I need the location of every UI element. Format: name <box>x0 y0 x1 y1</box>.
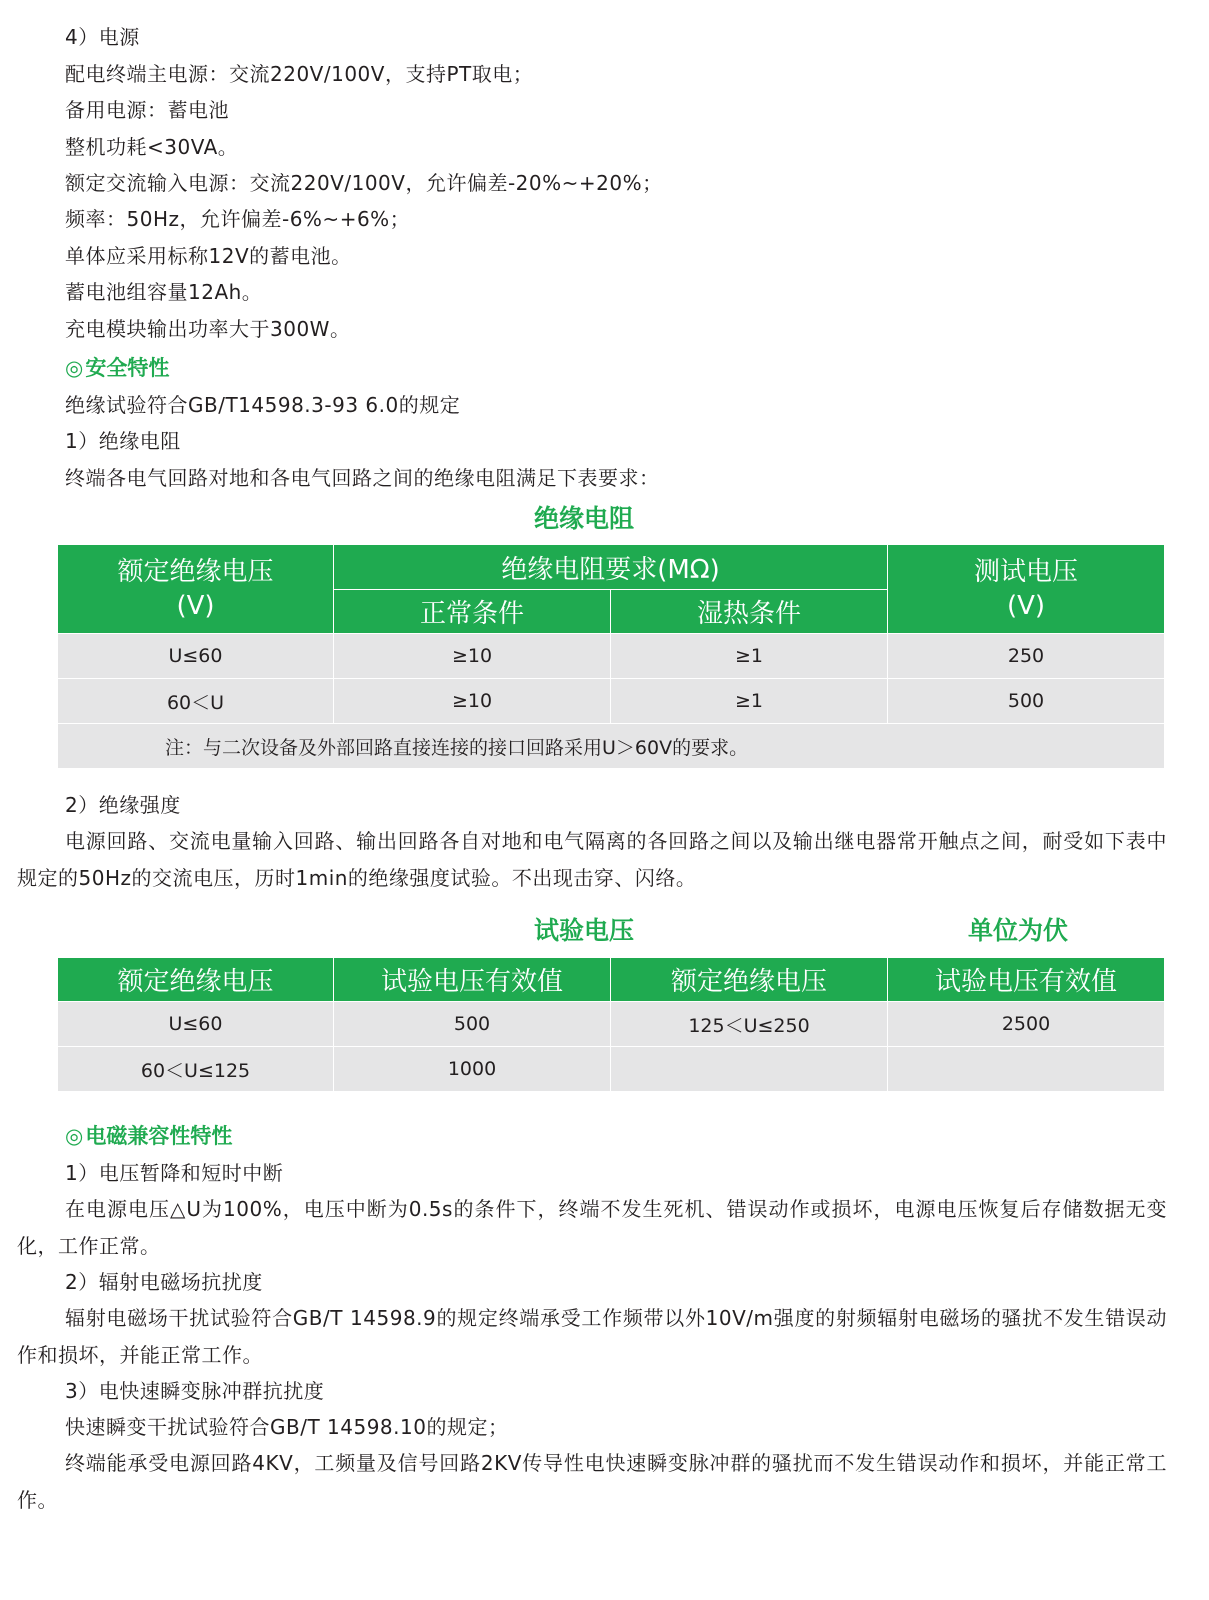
header-rated-voltage: 额定绝缘电压 <box>58 958 334 1002</box>
emc-title: 电磁兼容性特性 <box>85 1124 233 1148</box>
power-heading: 4）电源 <box>65 25 140 49</box>
power-item: 蓄电池组容量12Ah。 <box>65 280 263 304</box>
radiated-immunity-text: 辐射电磁场干扰试验符合GB/T 14598.9的规定终端承受工作频带以外10V/m强度的射频辐射电磁场的骚扰不发生错误动作和损坏，并能正常工作。 <box>17 1306 1167 1367</box>
power-item: 备用电源：蓄电池 <box>65 98 229 122</box>
power-item: 配电终端主电源：交流220V/100V，支持PT取电； <box>65 62 534 86</box>
voltage-dip-heading: 1）电压暂降和短时中断 <box>65 1161 284 1185</box>
header-test-voltage-rms: 试验电压有效值 <box>888 958 1165 1002</box>
table-note: 注：与二次设备及外部回路直接连接的接口回路采用U＞60V的要求。 <box>58 724 1165 769</box>
power-item: 充电模块输出功率大于300W。 <box>65 317 351 341</box>
insulation-resistance-text: 终端各电气回路对地和各电气回路之间的绝缘电阻满足下表要求： <box>65 466 660 490</box>
header-humid-condition: 湿热条件 <box>611 590 888 634</box>
table-row: 60＜U≤125 1000 <box>58 1047 1165 1092</box>
emc-section-heading <box>65 1122 232 1150</box>
insulation-strength-text: 电源回路、交流电量输入回路、输出回路各自对地和电气隔离的各回路之间以及输出继电器常开触点之间，耐受如下表中规定的50Hz的交流电压，历时1min的绝缘强度试验。不出现击穿、闪络。 <box>17 829 1167 890</box>
header-normal-condition: 正常条件 <box>334 590 611 634</box>
power-item: 额定交流输入电源：交流220V/100V，允许偏差-20%~+20%； <box>65 171 663 195</box>
table2-unit: 单位为伏 <box>968 916 1069 945</box>
header-rated-voltage: 额定绝缘电压 <box>611 958 888 1002</box>
power-item: 频率：50Hz，允许偏差-6%~+6%； <box>65 207 411 231</box>
table-row: 60＜U ≥10 ≥1 500 <box>58 679 1165 724</box>
insulation-strength-heading: 2）绝缘强度 <box>65 793 181 817</box>
radiated-immunity-heading: 2）辐射电磁场抗扰度 <box>65 1270 263 1294</box>
eft-heading: 3）电快速瞬变脉冲群抗扰度 <box>65 1379 325 1403</box>
voltage-dip-text: 在电源电压△U为100%，电压中断为0.5s的条件下，终端不发生死机、错误动作或损坏，电源电压恢复后存储数据无变化，工作正常。 <box>17 1197 1167 1258</box>
header-test-voltage-rms: 试验电压有效值 <box>334 958 611 1002</box>
safety-section-heading <box>65 354 169 382</box>
table-row: U≤60 ≥10 ≥1 250 <box>58 634 1165 679</box>
header-test-voltage: 测试电压 (V) <box>888 545 1165 634</box>
header-resistance-requirement: 绝缘电阻要求(MΩ) <box>334 545 888 590</box>
power-item: 单体应采用标称12V的蓄电池。 <box>65 244 352 268</box>
header-rated-voltage: 额定绝缘电压 (V) <box>58 545 334 634</box>
insulation-resistance-heading: 1）绝缘电阻 <box>65 429 181 453</box>
double-circle-icon: ◎ <box>65 356 84 380</box>
table-note-row <box>58 724 1165 769</box>
safety-intro: 绝缘试验符合GB/T14598.3-93 6.0的规定 <box>65 393 461 417</box>
table-row: U≤60 500 125＜U≤250 2500 <box>58 1002 1165 1047</box>
double-circle-icon: ◎ <box>65 1124 84 1148</box>
eft-standard: 快速瞬变干扰试验符合GB/T 14598.10的规定； <box>65 1415 509 1439</box>
safety-title: 安全特性 <box>85 356 170 380</box>
test-voltage-table <box>57 957 1165 1092</box>
table2-caption: 试验电压 <box>534 916 635 945</box>
power-item: 整机功耗<30VA。 <box>65 135 239 159</box>
table1-caption: 绝缘电阻 <box>534 504 635 533</box>
eft-text: 终端能承受电源回路4KV，工频量及信号回路2KV传导性电快速瞬变脉冲群的骚扰而不发生错误动作和损坏，并能正常工作。 <box>17 1451 1167 1512</box>
insulation-resistance-table <box>57 544 1165 769</box>
